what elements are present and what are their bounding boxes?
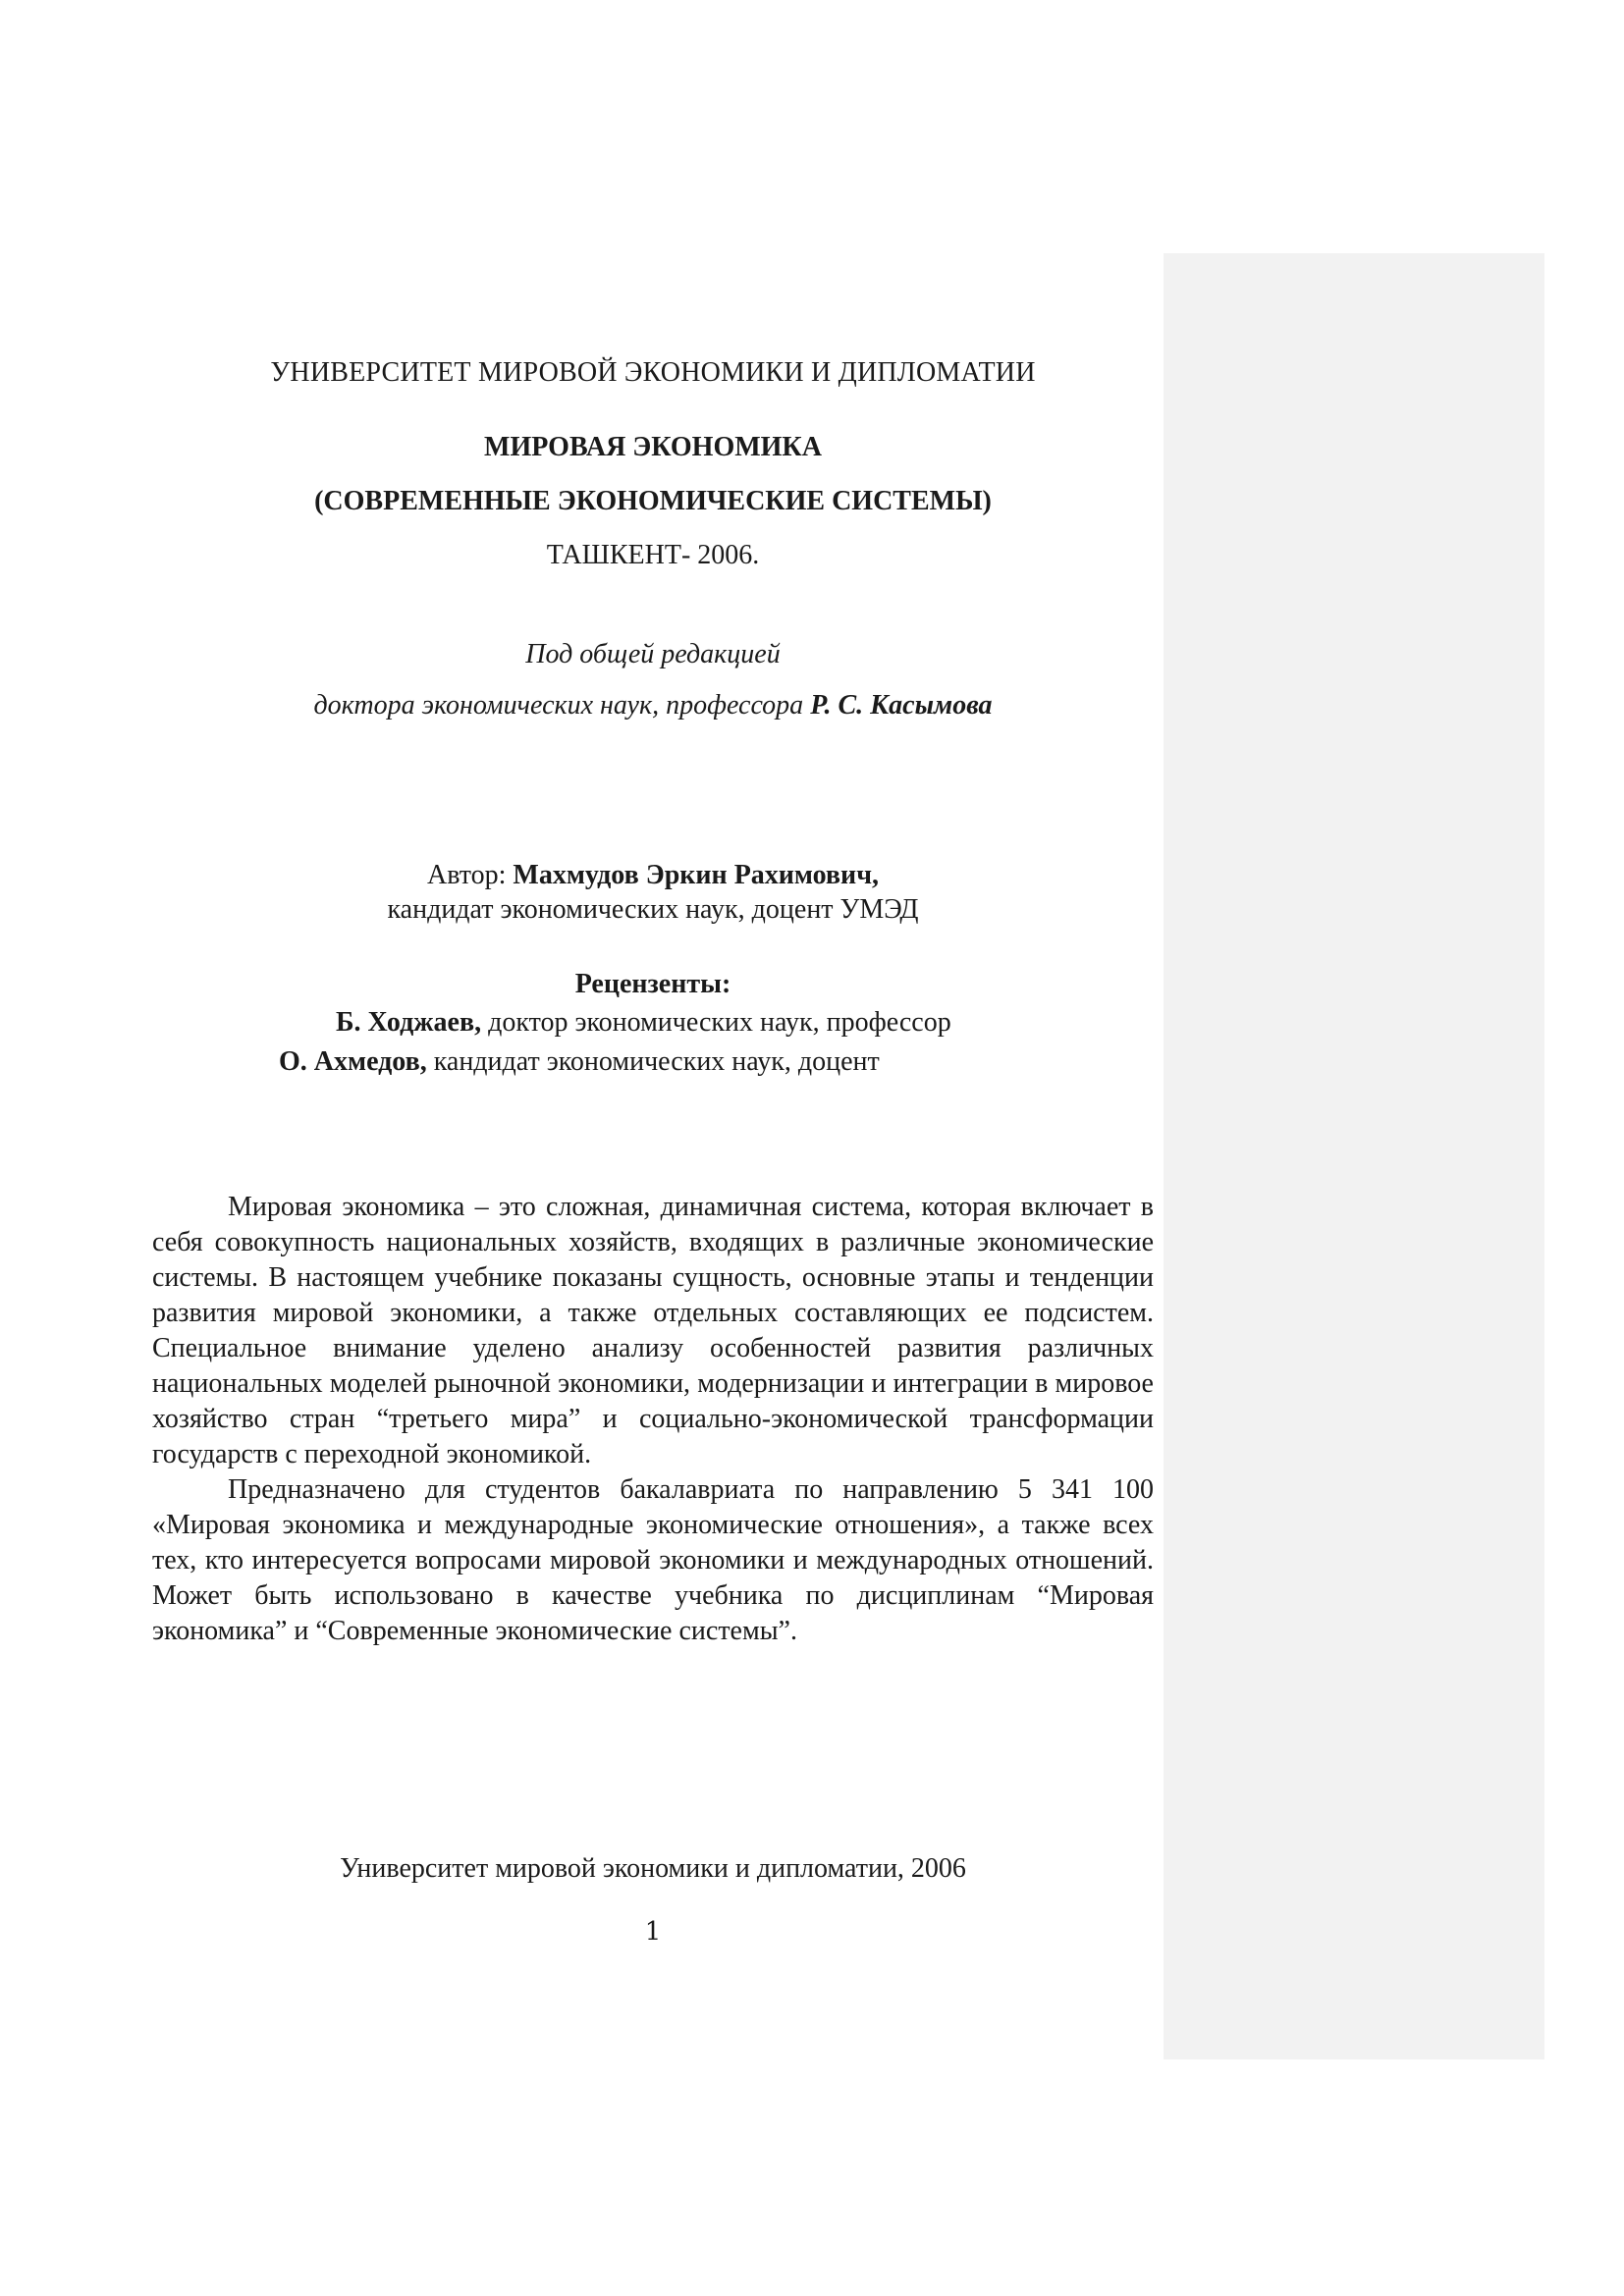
editor-credit (152, 688, 1154, 723)
reviewer-name: Б. Ходжаев, (336, 1007, 482, 1038)
page-number: 1 (644, 1917, 662, 1947)
annotation-paragraph: Предназначено для студентов бакалавриата по направлению 5 341 100 «Мировая экономика и международные экономические отношения», а также всех тех, кто интересуется вопросами мировой экономики и международных отношений. Может быть использовано в качестве учебника по дисциплинам “Мировая экономика” и “Современные экономические системы”. (152, 1474, 1154, 1646)
reviewer-name: О. Ахмедов, (279, 1046, 427, 1077)
author-degree: кандидат экономических наук, доцент УМЭД (387, 894, 919, 925)
annotation (152, 1190, 1154, 1649)
document-page (152, 0, 1154, 2296)
reviewers-heading: Рецензенты: (574, 969, 731, 999)
city-year: ТАШКЕНТ- 2006. (546, 540, 760, 570)
reviewer-title: доктор экономических наук, профессор (481, 1007, 951, 1038)
comment-pane (1164, 253, 1544, 2059)
author-line (152, 858, 1154, 893)
reviewer-item (279, 1044, 880, 1080)
author-label: Автор: (427, 860, 514, 890)
annotation-paragraph: Мировая экономика – это сложная, динамичная система, которая включает в себя совокупность национальных хозяйств, входящих в различные экономические системы. В настоящем учебнике показаны сущность, основные этапы и тенденции развития мировой экономики, а также отдельных составляющих ее подсистем. Специальное внимание уделено анализу особенностей развития различных национальных моделей рыночной экономики, модернизации и интеграции в мировое хозяйство стран “третьего мира” и социально-экономической трансформации государств с переходной экономикой. (152, 1192, 1154, 1469)
editor-credit-text: доктора экономических наук, профессора (313, 690, 811, 721)
publisher-line: Университет мировой экономики и дипломатии, 2006 (340, 1853, 966, 1884)
reviewer-title: кандидат экономических наук, доцент (426, 1046, 880, 1077)
editor-line: Под общей редакцией (525, 639, 781, 669)
book-title: МИРОВАЯ ЭКОНОМИКА (484, 432, 822, 462)
university-header: УНИВЕРСИТЕТ МИРОВОЙ ЭКОНОМИКИ И ДИПЛОМАТИИ (270, 357, 1036, 388)
editor-name: Р. С. Касымова (810, 690, 993, 721)
author-name: Махмудов Эркин Рахимович, (513, 860, 879, 890)
book-subtitle: (СОВРЕМЕННЫЕ ЭКОНОМИЧЕСКИЕ СИСТЕМЫ) (314, 486, 992, 516)
reviewer-item (336, 1005, 951, 1041)
